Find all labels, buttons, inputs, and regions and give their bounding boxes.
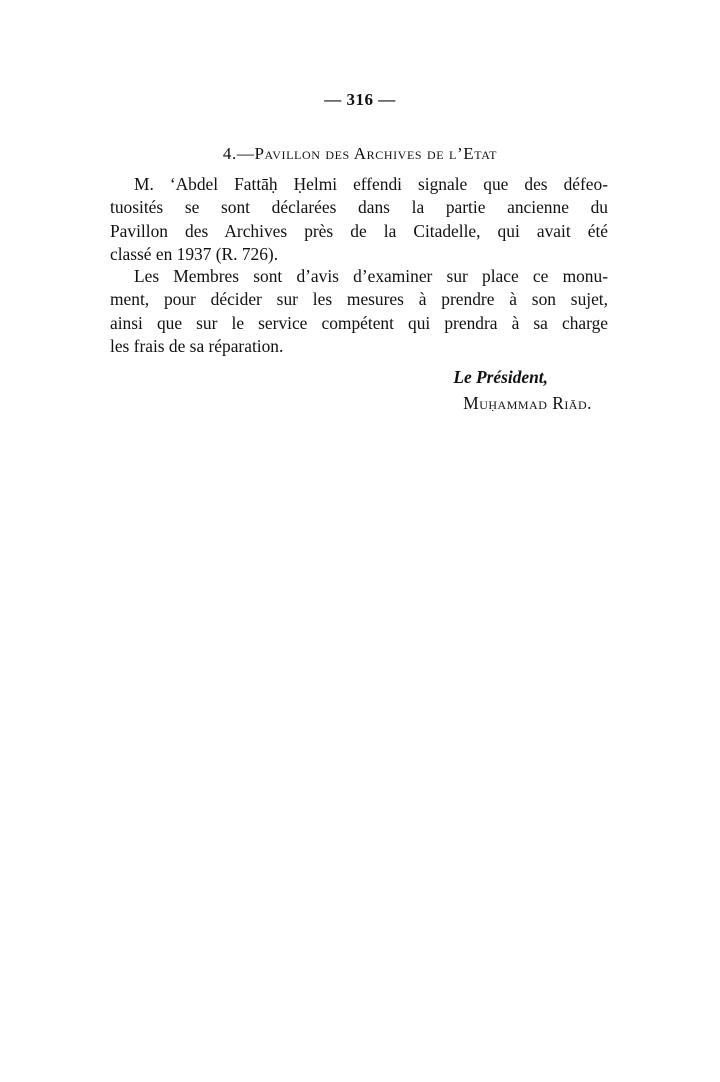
- paragraph-line: tuosités se sont déclarées dans la partie ancienne du: [110, 197, 608, 218]
- paragraph-line: classé en 1937 (R. 726).: [110, 243, 279, 264]
- paragraph-line: M. ‘Abdel Fattāḥ Ḥelmi effendi signale que des défeo-: [134, 174, 608, 194]
- signature-title: Le Président,: [453, 367, 548, 387]
- paragraph: [110, 265, 608, 358]
- signature-name: Muḥammad Riād.: [463, 393, 592, 413]
- paragraph-line: Pavillon des Archives près de la Citadelle, qui avait été: [110, 220, 608, 241]
- paragraph-line: ment, pour décider sur les mesures à prendre à son sujet,: [110, 289, 608, 310]
- paragraph-line: ainsi que sur le service compétent qui prendra à sa charge: [110, 312, 608, 333]
- section-heading: 4.—Pavillon des Archives de l’Etat: [222, 144, 498, 163]
- page-number: — 316 —: [324, 90, 396, 109]
- paragraph-line: les frais de sa réparation.: [110, 335, 284, 356]
- paragraph: [110, 173, 608, 266]
- paragraph-line: Les Membres sont d’avis d’examiner sur place ce monu-: [134, 266, 608, 286]
- signature-block: [453, 366, 592, 417]
